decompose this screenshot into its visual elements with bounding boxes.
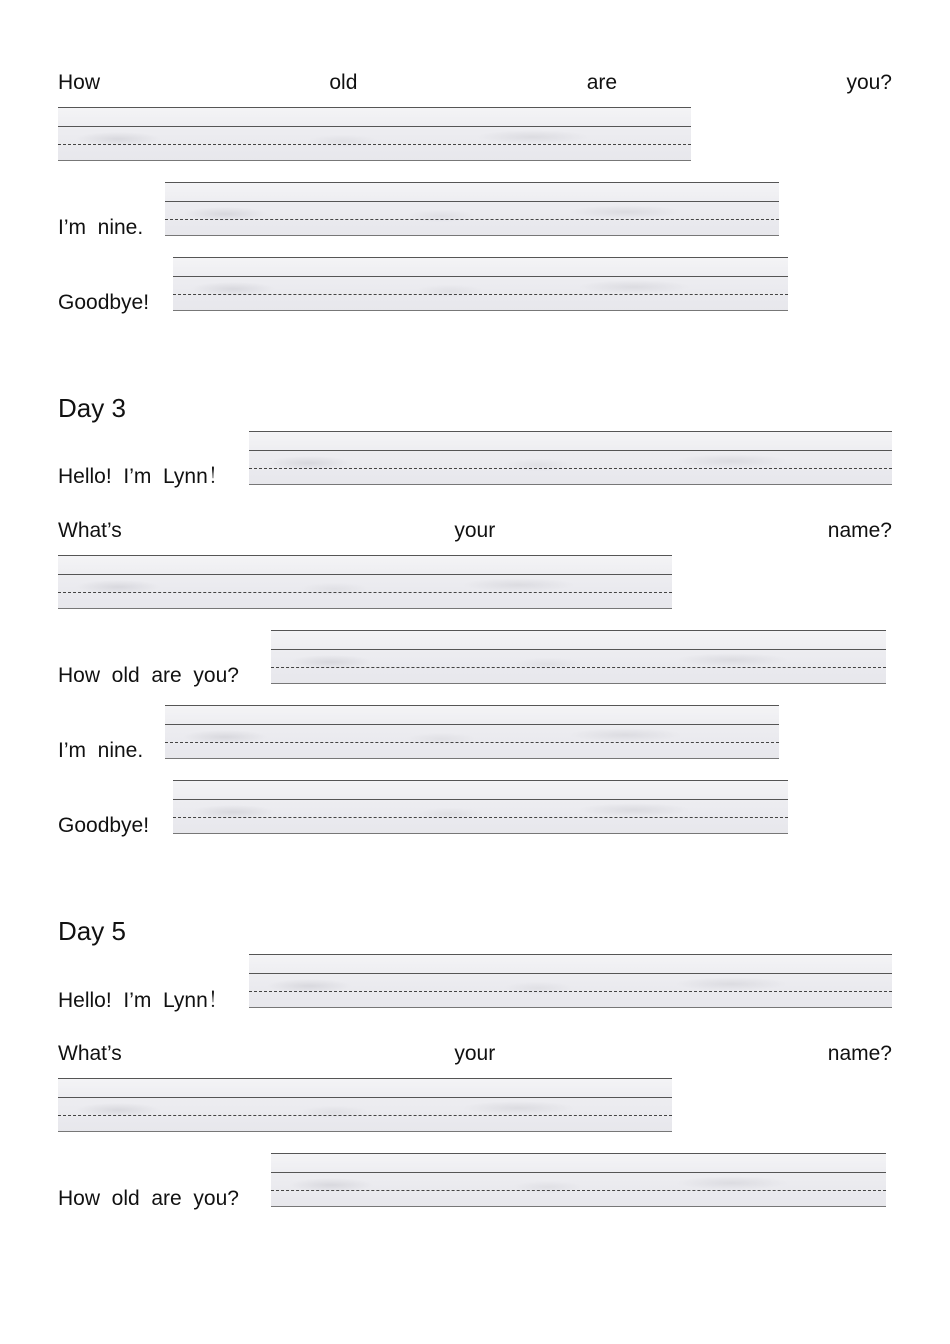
word: name? [827,1042,892,1065]
word: your [454,1042,496,1065]
answer-im-nine: I’m nine. [58,739,144,762]
question-how-old: How old are you? [58,1187,239,1210]
word: you? [846,71,892,94]
answer-im-nine: I’m nine. [58,216,144,239]
writing-line[interactable] [58,1078,672,1132]
writing-line[interactable] [249,431,892,485]
question-whats-your-name [58,1043,892,1064]
writing-line[interactable] [173,257,788,311]
writing-line[interactable] [249,954,892,1008]
question-how-old: How old are you? [58,664,239,687]
goodbye-text: Goodbye! [58,814,150,837]
greeting-text: Hello! I’m Lynn！ [58,465,229,488]
greeting-text: Hello! I’m Lynn！ [58,989,229,1012]
word: What’s [58,519,122,542]
writing-line[interactable] [58,555,672,609]
question-whats-your-name [58,520,892,541]
writing-line[interactable] [165,705,779,759]
writing-line[interactable] [173,780,788,834]
day-heading: Day 3 [58,393,126,423]
word: How [58,71,101,94]
writing-line[interactable] [165,182,779,236]
goodbye-text: Goodbye! [58,291,150,314]
question-how-old [58,72,892,93]
word: What’s [58,1042,122,1065]
writing-line[interactable] [58,107,691,161]
word: old [329,71,358,94]
day-heading: Day 5 [58,916,126,946]
word: your [454,519,496,542]
writing-line[interactable] [271,630,886,684]
word: are [586,71,618,94]
writing-line[interactable] [271,1153,886,1207]
word: name? [827,519,892,542]
